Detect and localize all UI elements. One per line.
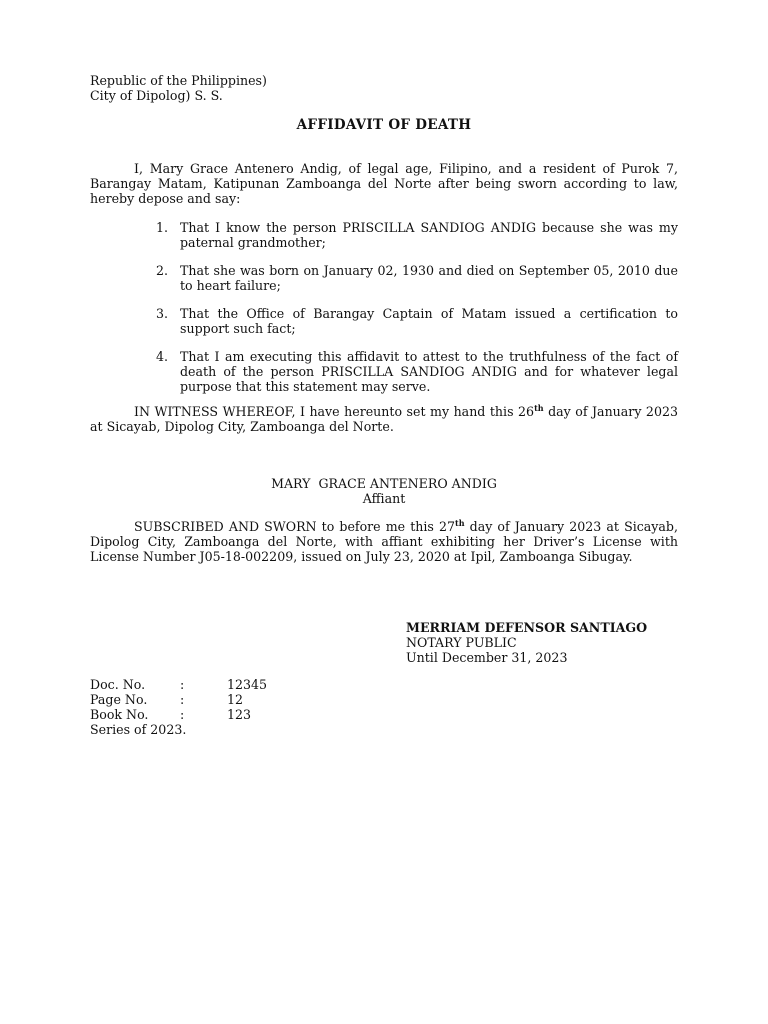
statement-number: 2. [156, 263, 169, 278]
statement-number: 4. [156, 349, 169, 364]
jurat-paragraph [90, 519, 678, 564]
notary-block [406, 620, 647, 665]
witness-paragraph [90, 404, 678, 434]
jurat-text-start: SUBSCRIBED AND SWORN to before me this 27 [134, 519, 456, 534]
register-row [90, 707, 390, 722]
register-label: Page No. [90, 692, 148, 707]
register-label: Book No. [90, 707, 149, 722]
statement-number: 3. [156, 306, 169, 321]
statement-text: That I know the person PRISCILLA SANDIOG ANDIG because she was my paternal grandmother; [180, 220, 678, 250]
notarial-register [90, 677, 390, 737]
register-row [90, 677, 390, 692]
notary-title: NOTARY PUBLIC [406, 635, 517, 650]
register-label: Doc. No. [90, 677, 146, 692]
affiant-signature-block [0, 476, 768, 506]
affiant-name: MARY GRACE ANTENERO ANDIG [271, 476, 497, 491]
jurisdiction-line-2: City of Dipolog) S. S. [90, 88, 223, 103]
statement-text: That she was born on January 02, 1930 and died on September 05, 2010 due to heart failure; [180, 263, 678, 293]
jurat-ordinal-suffix: th [455, 517, 465, 528]
statement-text: That I am executing this affidavit to attest to the truthfulness of the fact of death of the person PRISCILLA SANDIOG ANDIG and for whatever legal purpose that this statement may serve. [180, 349, 678, 394]
witness-text-start: IN WITNESS WHEREOF, I have hereunto set my hand this 26 [134, 404, 535, 419]
witness-text-end: day of January 2023 at Sicayab, Dipolog City, Zamboanga del Norte. [90, 404, 678, 434]
notary-name: MERRIAM DEFENSOR SANTIAGO [406, 620, 648, 635]
intro-paragraph: I, Mary Grace Antenero Andig, of legal age, Filipino, and a resident of Purok 7, Barangay Matam, Katipunan Zamboanga del Norte after being sworn according to law, hereby depose and say: [90, 161, 678, 206]
notary-commission-expiry: Until December 31, 2023 [406, 650, 568, 665]
register-series: Series of 2023. [90, 722, 187, 737]
affiant-role: Affiant [362, 491, 406, 506]
register-row [90, 692, 390, 707]
register-value: 12345 [227, 677, 268, 692]
document-title: AFFIDAVIT OF DEATH [296, 117, 472, 133]
jurisdiction-line-1: Republic of the Philippines) [90, 73, 267, 88]
register-value: 123 [227, 707, 252, 722]
jurat-text-end: day of January 2023 at Sicayab, Dipolog City, Zamboanga del Norte, with affiant exhibiting her Driver’s License with License Number J05-18-002209, issued on July 23, 2020 at Ipil, Zamboanga Sibugay. [90, 519, 678, 564]
register-colon: : [180, 677, 185, 692]
jurisdiction-block [90, 73, 267, 103]
statement-text: That the Office of Barangay Captain of Matam issued a certification to support such fact; [180, 306, 678, 336]
witness-ordinal-suffix: th [534, 402, 544, 413]
register-value: 12 [227, 692, 244, 707]
register-colon: : [180, 692, 185, 707]
statement-number: 1. [156, 220, 169, 235]
register-colon: : [180, 707, 185, 722]
